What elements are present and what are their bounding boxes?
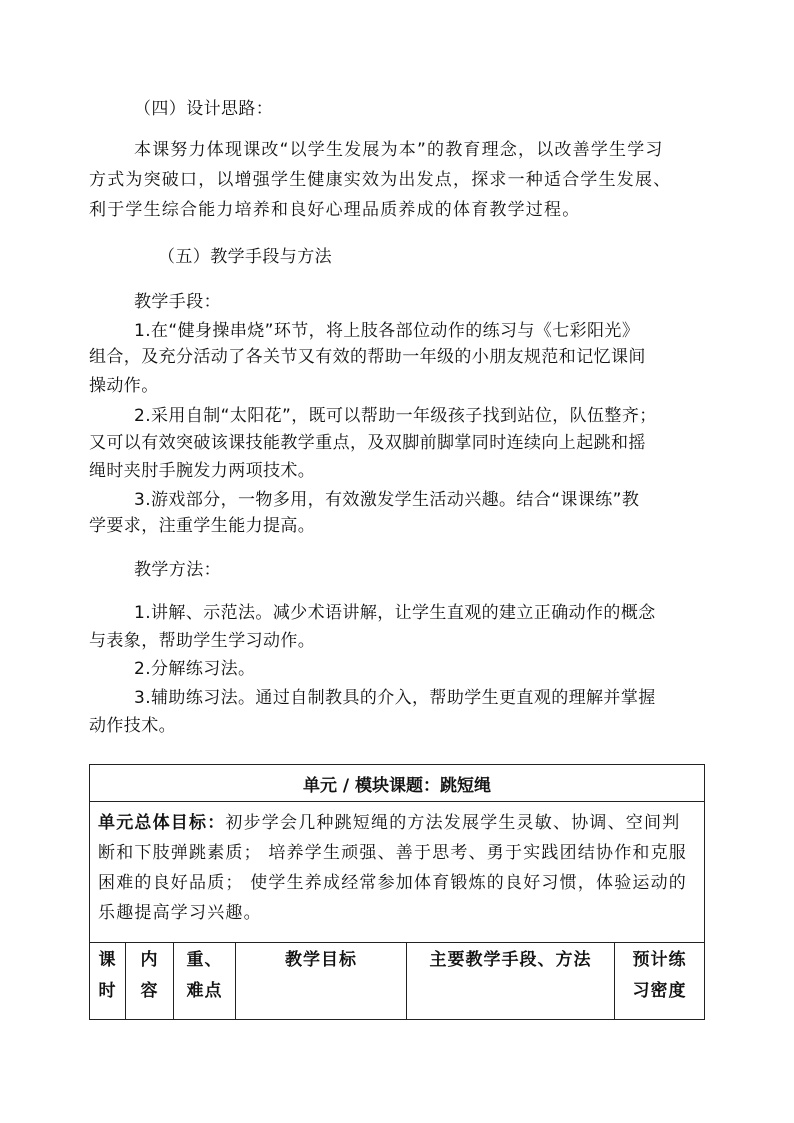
header-content (126, 943, 174, 1020)
section5-heading: （五）教学手段与方法 (158, 247, 332, 267)
header-lesson (90, 943, 126, 1020)
unit-goal-text: 初步学会几种跳短绳的方法发展学生灵敏、协调、空间判断和下肢弹跳素质； 培养学生顽强、善于思考、勇于实践团结协作和克服困难的良好品质； 使学生养成经常参加体育锻炼的良好习惯，体验运动的乐趣提高学习兴趣。 (98, 813, 688, 923)
methods-line-4: 3.辅助练习法。通过自制教具的介入，帮助学生更直观的理解并掌握 (134, 688, 656, 708)
means-line-7: 3.游戏部分，一物多用，有效激发学生活动兴趣。结合“课课练”教 (134, 490, 640, 510)
header-density (615, 943, 705, 1020)
header-density-line-1: 预计练 (632, 950, 687, 970)
unit-table (89, 764, 705, 1020)
header-content-line-1: 内 (140, 950, 159, 970)
header-keypoints (174, 943, 236, 1020)
header-means-methods-label: 主要教学手段、方法 (429, 950, 592, 970)
means-line-8: 学要求，注重学生能力提高。 (89, 516, 316, 536)
unit-goal-label: 单元总体目标： (98, 813, 226, 833)
header-lesson-line-1: 课 (98, 950, 117, 970)
methods-line-5: 动作技术。 (89, 716, 176, 736)
section4-line-2: 方式为突破口，以增强学生健康实效为出发点，探求一种适合学生发展、 (89, 170, 672, 190)
section4-line-3: 利于学生综合能力培养和良好心理品质养成的体育教学过程。 (89, 200, 581, 220)
header-keypoints-line-2: 难点 (186, 981, 223, 1001)
header-content-line-2: 容 (140, 981, 159, 1001)
methods-label: 教学方法： (134, 560, 221, 580)
means-label: 教学手段： (134, 292, 221, 312)
means-line-2: 组合，及充分活动了各关节又有效的帮助一年级的小朋友规范和记忆课间 (89, 347, 646, 367)
header-objectives (236, 943, 407, 1020)
header-objectives-label: 教学目标 (285, 950, 357, 970)
means-line-3: 操动作。 (89, 376, 159, 396)
unit-goal-cell (90, 802, 705, 943)
methods-line-3: 2.分解练习法。 (134, 659, 256, 679)
unit-title: 单元 / 模块课题：跳短绳 (90, 765, 705, 802)
methods-line-2: 与表象，帮助学生学习动作。 (89, 631, 316, 651)
means-line-4: 2.采用自制“太阳花”，既可以帮助一年级孩子找到站位，队伍整齐； (134, 406, 657, 426)
means-line-1: 1.在“健身操串烧”环节，将上肢各部位动作的练习与《七彩阳光》 (134, 321, 640, 341)
header-density-line-2: 习密度 (632, 981, 687, 1001)
means-line-5: 又可以有效突破该课技能教学重点，及双脚前脚掌同时连续向上起跳和摇 (89, 433, 646, 453)
section4-line-1: 本课努力体现课改“以学生发展为本”的教育理念，以改善学生学习 (134, 140, 664, 160)
header-means-methods (407, 943, 615, 1020)
means-line-6: 绳时夹肘手腕发力两项技术。 (89, 461, 316, 481)
section4-heading: （四）设计思路： (134, 99, 274, 119)
header-lesson-line-2: 时 (98, 981, 117, 1001)
header-keypoints-line-1: 重、 (186, 950, 223, 970)
methods-line-1: 1.讲解、示范法。减少术语讲解，让学生直观的建立正确动作的概念 (134, 603, 656, 623)
